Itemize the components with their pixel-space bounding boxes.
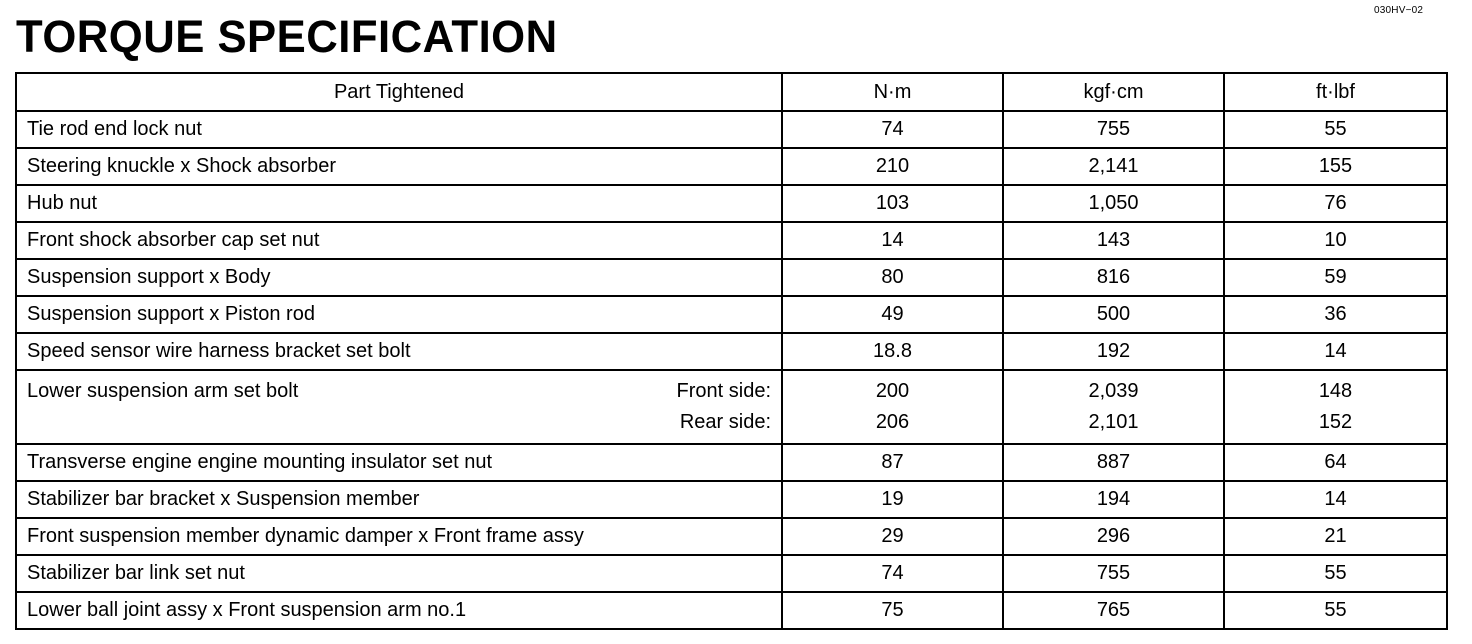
table-row xyxy=(16,222,1447,259)
ftlbf-cell: 14 xyxy=(1224,333,1447,370)
part-cell: Suspension support x Body xyxy=(16,259,782,296)
ftlbf-cell: 64 xyxy=(1224,444,1447,481)
part-cell: Transverse engine engine mounting insulator set nut xyxy=(16,444,782,481)
nm-cell: 74 xyxy=(782,111,1003,148)
page-title: TORQUE SPECIFICATION xyxy=(16,11,558,62)
header-nm: N·m xyxy=(782,73,1003,111)
nm-rear: 206 xyxy=(875,411,910,433)
table-row xyxy=(16,481,1447,518)
kgfcm-cell: 755 xyxy=(1003,111,1224,148)
kgfcm-cell: 296 xyxy=(1003,518,1224,555)
kgfcm-cell: 143 xyxy=(1003,222,1224,259)
nm-cell: 29 xyxy=(782,518,1003,555)
ftlbf-cell: 55 xyxy=(1224,592,1447,629)
part-cell: Lower ball joint assy x Front suspension arm no.1 xyxy=(16,592,782,629)
part-cell: Suspension support x Piston rod xyxy=(16,296,782,333)
part-cell: Front shock absorber cap set nut xyxy=(16,222,782,259)
kgfcm-front: 2,039 xyxy=(1088,380,1139,402)
ftlbf-front: 148 xyxy=(1318,380,1353,402)
ftlbf-cell: 21 xyxy=(1224,518,1447,555)
ftlbf-cell: 76 xyxy=(1224,185,1447,222)
part-cell: Stabilizer bar link set nut xyxy=(16,555,782,592)
table-row xyxy=(16,185,1447,222)
header-part-tightened: Part Tightened xyxy=(16,73,782,111)
nm-cell: 49 xyxy=(782,296,1003,333)
part-cell: Tie rod end lock nut xyxy=(16,111,782,148)
kgfcm-cell: 500 xyxy=(1003,296,1224,333)
kgfcm-cell: 194 xyxy=(1003,481,1224,518)
ftlbf-cell: 59 xyxy=(1224,259,1447,296)
nm-cell: 80 xyxy=(782,259,1003,296)
ftlbf-cell: 36 xyxy=(1224,296,1447,333)
sub-label-front: Front side: xyxy=(676,380,771,402)
ftlbf-cell: 14 xyxy=(1224,481,1447,518)
ftlbf-rear: 152 xyxy=(1318,411,1353,433)
table-row xyxy=(16,444,1447,481)
nm-cell xyxy=(782,370,1003,444)
header-kgfcm: kgf·cm xyxy=(1003,73,1224,111)
table-row xyxy=(16,555,1447,592)
ftlbf-cell: 155 xyxy=(1224,148,1447,185)
part-label: Lower suspension arm set bolt xyxy=(27,380,299,402)
nm-cell: 210 xyxy=(782,148,1003,185)
nm-cell: 103 xyxy=(782,185,1003,222)
ftlbf-cell: 55 xyxy=(1224,555,1447,592)
part-cell: Hub nut xyxy=(16,185,782,222)
table-row xyxy=(16,259,1447,296)
nm-cell: 87 xyxy=(782,444,1003,481)
ftlbf-cell: 55 xyxy=(1224,111,1447,148)
sub-label-rear: Rear side: xyxy=(679,411,771,433)
table-row-multi xyxy=(16,370,1447,444)
kgfcm-cell xyxy=(1003,370,1224,444)
nm-cell: 19 xyxy=(782,481,1003,518)
table-row xyxy=(16,518,1447,555)
kgfcm-cell: 2,141 xyxy=(1003,148,1224,185)
part-cell xyxy=(16,370,782,444)
torque-table xyxy=(15,72,1448,630)
part-cell: Stabilizer bar bracket x Suspension member xyxy=(16,481,782,518)
ftlbf-cell: 10 xyxy=(1224,222,1447,259)
nm-cell: 18.8 xyxy=(782,333,1003,370)
kgfcm-cell: 887 xyxy=(1003,444,1224,481)
nm-cell: 74 xyxy=(782,555,1003,592)
table-row xyxy=(16,111,1447,148)
table-row xyxy=(16,333,1447,370)
kgfcm-cell: 1,050 xyxy=(1003,185,1224,222)
part-cell: Front suspension member dynamic damper x Front frame assy xyxy=(16,518,782,555)
document-code: 030HV−02 xyxy=(1374,5,1424,16)
kgfcm-cell: 755 xyxy=(1003,555,1224,592)
nm-cell: 14 xyxy=(782,222,1003,259)
table-row xyxy=(16,296,1447,333)
table-row xyxy=(16,592,1447,629)
kgfcm-cell: 816 xyxy=(1003,259,1224,296)
kgfcm-cell: 192 xyxy=(1003,333,1224,370)
header-ftlbf: ft·lbf xyxy=(1224,73,1447,111)
part-cell: Steering knuckle x Shock absorber xyxy=(16,148,782,185)
nm-front: 200 xyxy=(875,380,910,402)
table-header-row xyxy=(16,73,1447,111)
kgfcm-rear: 2,101 xyxy=(1088,411,1139,433)
table-row xyxy=(16,148,1447,185)
kgfcm-cell: 765 xyxy=(1003,592,1224,629)
part-cell: Speed sensor wire harness bracket set bolt xyxy=(16,333,782,370)
ftlbf-cell xyxy=(1224,370,1447,444)
nm-cell: 75 xyxy=(782,592,1003,629)
